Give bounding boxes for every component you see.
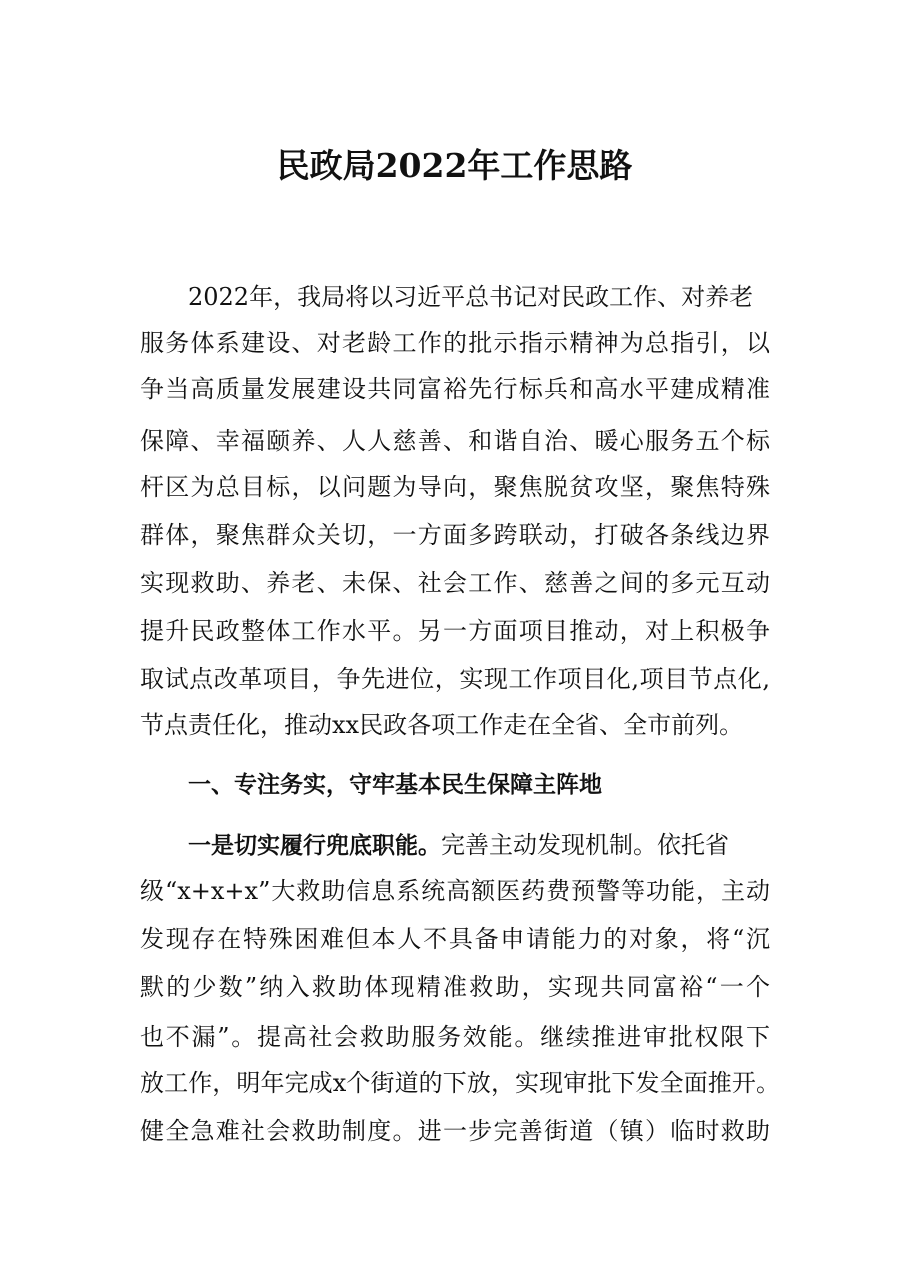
document-title: 民政局2022年工作思路	[276, 146, 633, 185]
paragraph-line: 取试点改革项目，争先进位，实现工作项目化,项目节点化,	[140, 665, 770, 693]
paragraph-line: 争当高质量发展建设共同富裕先行标兵和高水平建成精准	[140, 375, 770, 403]
paragraph-line: 发现存在特殊困难但本人不具备申请能力的对象，将“沉	[140, 925, 770, 953]
lead-text: 完善主动发现机制。依托省	[441, 831, 729, 859]
paragraph-line: 级“x+x+x”大救助信息系统高额医药费预警等功能，主动	[140, 877, 770, 905]
bold-lead-text: 一是切实履行兜底职能。	[188, 833, 441, 859]
paragraph-line-lead	[188, 822, 770, 868]
section-heading: 一、专注务实，守牢基本民生保障主阵地	[188, 772, 602, 798]
paragraph-line: 提升民政整体工作水平。另一方面项目推动，对上积极争	[140, 617, 770, 645]
paragraph-line: 实现救助、养老、未保、社会工作、慈善之间的多元互动	[140, 569, 770, 597]
paragraph-line: 也不漏”。提高社会救助服务效能。继续推进审批权限下	[140, 1023, 770, 1051]
paragraph-line: 节点责任化，推动xx民政各项工作走在全省、全市前列。	[140, 711, 744, 739]
paragraph-line: 健全急难社会救助制度。进一步完善街道（镇）临时救助	[140, 1117, 770, 1145]
paragraph-line: 服务体系建设、对老龄工作的批示指示精神为总指引，以	[140, 329, 770, 357]
paragraph-line: 2022年，我局将以习近平总书记对民政工作、对养老	[188, 283, 754, 311]
paragraph-line: 杆区为总目标，以问题为导向，聚焦脱贫攻坚，聚焦特殊	[140, 473, 770, 501]
paragraph-line: 群体，聚焦群众关切，一方面多跨联动，打破各条线边界	[140, 521, 770, 549]
paragraph-line: 放工作，明年完成x个街道的下放，实现审批下发全面推开。	[140, 1069, 780, 1097]
paragraph-line: 默的少数”纳入救助体现精准救助，实现共同富裕“一个	[140, 973, 770, 1001]
paragraph-line: 保障、幸福颐养、人人慈善、和谐自治、暖心服务五个标	[140, 427, 770, 455]
